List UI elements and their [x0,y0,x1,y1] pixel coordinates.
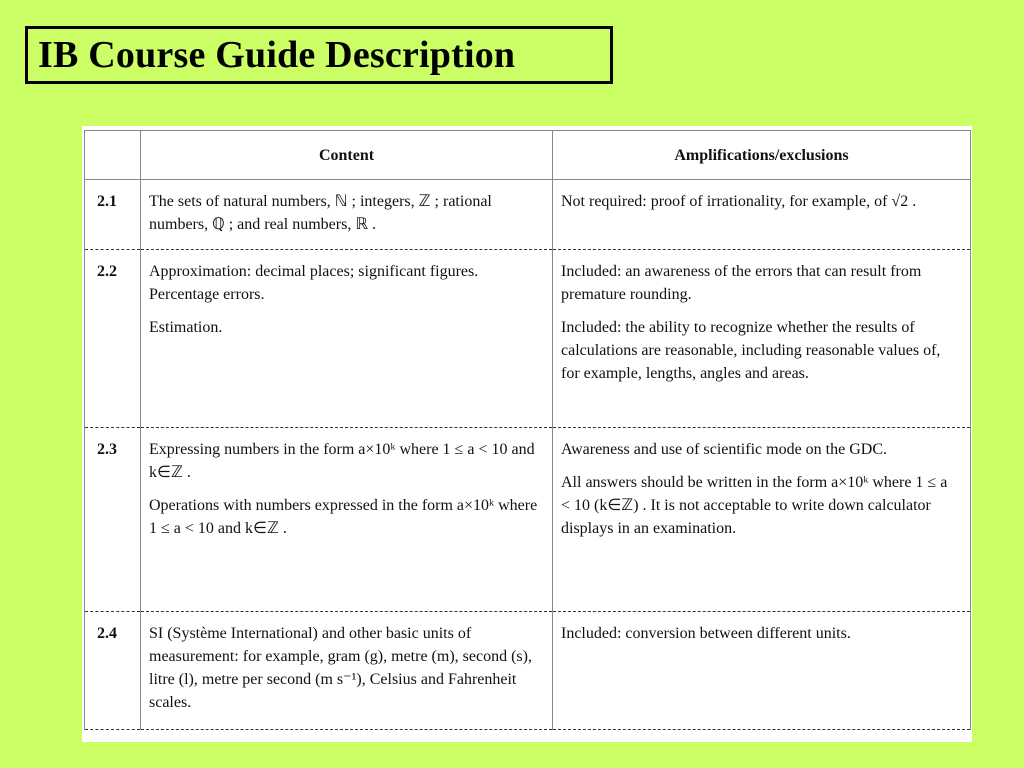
content-text: Approximation: decimal places; significant figures. Percentage errors. [149,263,479,303]
content-text: Expressing numbers in the form a×10ᵏ where 1 ≤ a < 10 and k∈ℤ . [149,441,535,481]
amplification-text: Not required: proof of irrationality, for example, of √2 . [561,193,917,210]
header-content: Content [141,131,553,180]
amplifications-cell [553,250,971,428]
amplifications-cell [553,180,971,250]
row-number: 2.2 [85,250,141,428]
table-row [85,612,971,730]
amplification-text: Included: an awareness of the errors that can result from premature rounding. [561,263,922,303]
syllabus-table [84,130,971,730]
amplification-text: Awareness and use of scientific mode on the GDC. [561,441,887,458]
content-text: Estimation. [149,319,223,336]
content-cell [141,180,553,250]
amplifications-cell [553,612,971,730]
page-title: IB Course Guide Description [38,34,516,76]
row-number: 2.4 [85,612,141,730]
amplification-text: Included: the ability to recognize whether the results of calculations are reasonable, including reasonable values of, for example, lengths, angles and areas. [561,319,941,382]
amplifications-cell [553,428,971,612]
header-number [85,131,141,180]
table-row [85,180,971,250]
amplification-text: All answers should be written in the form a×10ᵏ where 1 ≤ a < 10 (k∈ℤ) . It is not acceptable to write down calculator displays in an examination. [561,474,948,537]
content-cell [141,428,553,612]
amplification-text: Included: conversion between different units. [561,625,851,642]
content-text: SI (Système International) and other basic units of measurement: for example, gram (g), metre (m), second (s), litre (l), metre per second (m s⁻¹), Celsius and Fahrenheit scales. [149,625,532,711]
content-cell [141,612,553,730]
content-text: Operations with numbers expressed in the form a×10ᵏ where 1 ≤ a < 10 and k∈ℤ . [149,497,538,537]
title-box [25,26,613,84]
row-number: 2.1 [85,180,141,250]
header-amplifications: Amplifications/exclusions [553,131,971,180]
table-header-row [85,131,971,180]
content-cell [141,250,553,428]
table-row [85,250,971,428]
syllabus-table-image [82,126,972,742]
table-row [85,428,971,612]
content-text: The sets of natural numbers, ℕ ; integers, ℤ ; rational numbers, ℚ ; and real numbers, ℝ . [149,193,492,233]
row-number: 2.3 [85,428,141,612]
